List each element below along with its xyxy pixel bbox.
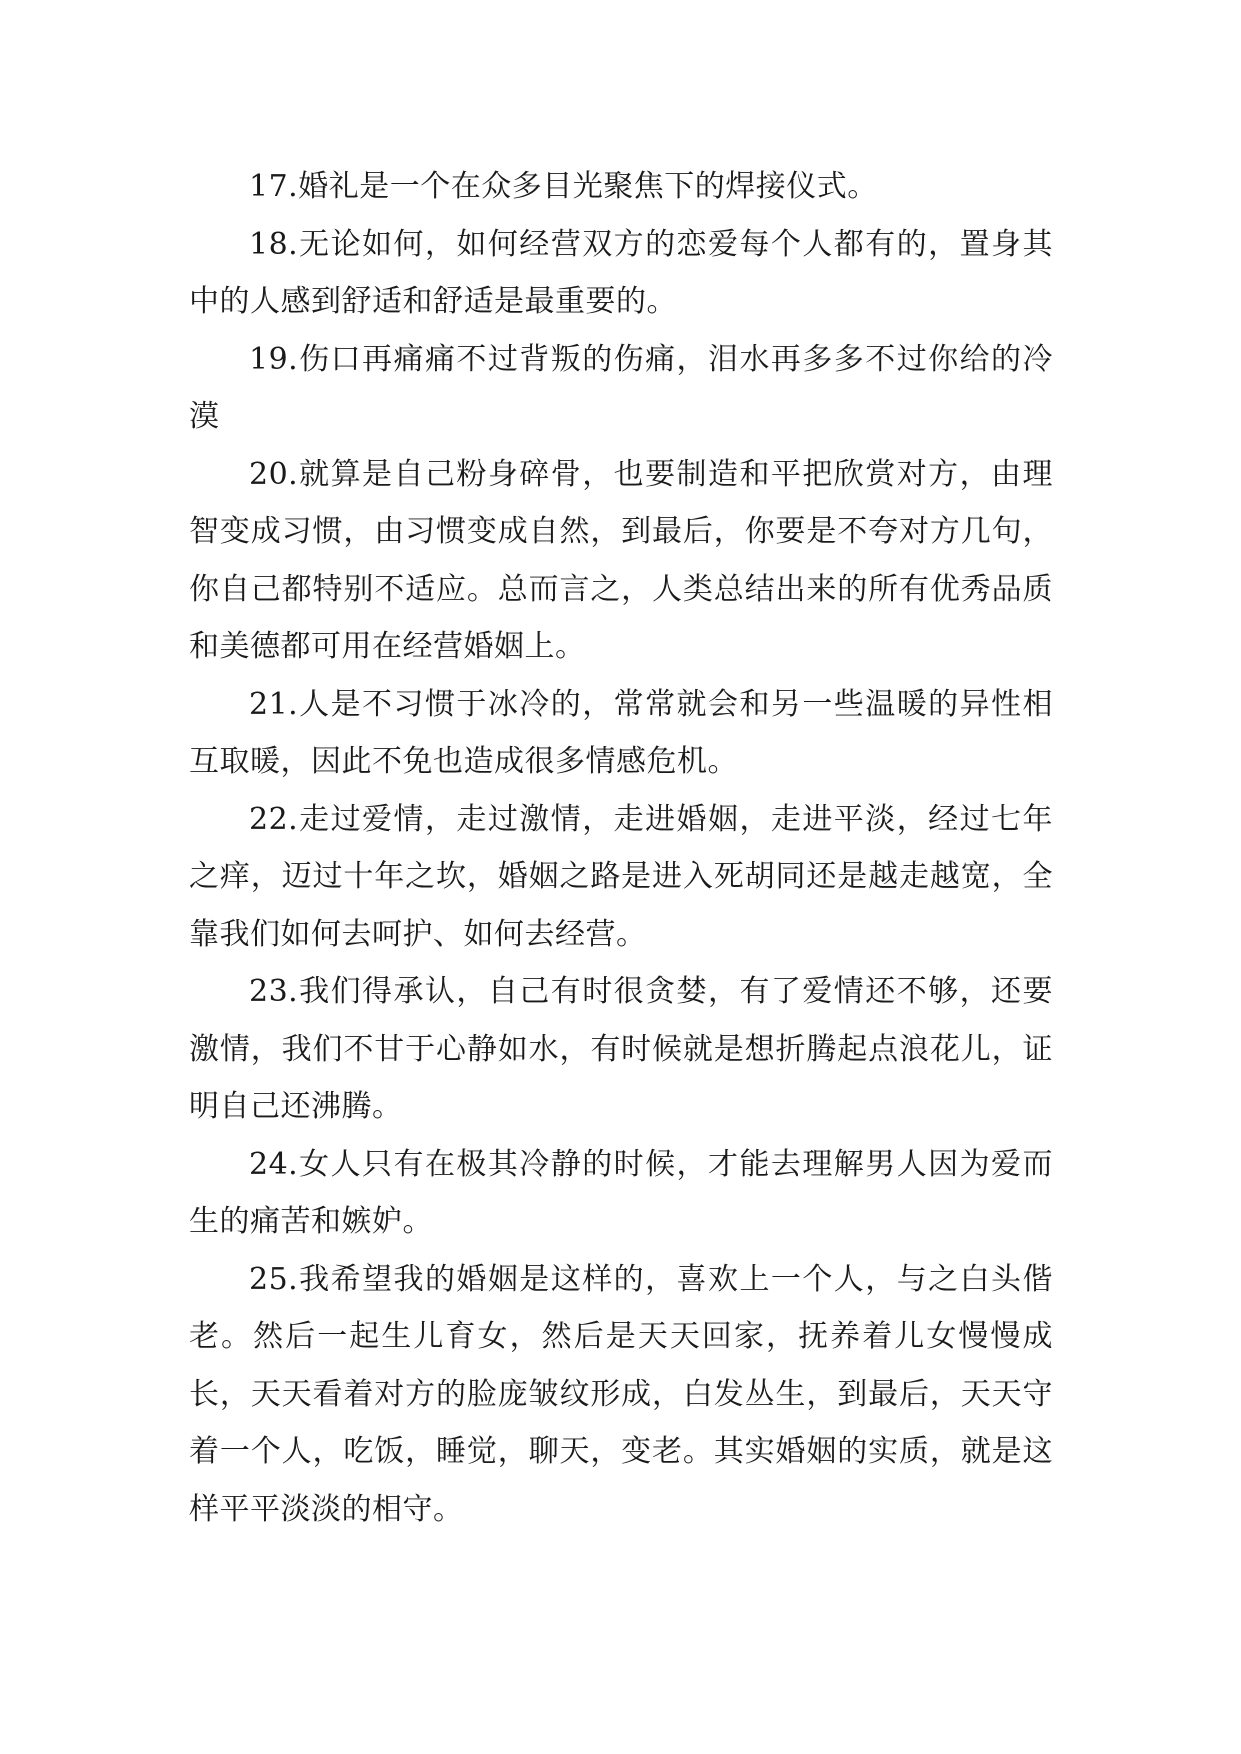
paragraph-21: 21.人是不习惯于冰冷的，常常就会和另一些温暖的异性相互取暖，因此不免也造成很多情感危机。 <box>189 686 1053 779</box>
paragraph-22: 22.走过爱情，走过激情，走进婚姻，走进平淡，经过七年之痒，迈过十年之坎，婚姻之路是进入死胡同还是越走越宽，全靠我们如何去呵护、如何去经营。 <box>189 801 1053 952</box>
paragraph-24: 24.女人只有在极其冷静的时候，才能去理解男人因为爱而生的痛苦和嫉妒。 <box>189 1146 1053 1239</box>
paragraph-19: 19.伤口再痛痛不过背叛的伤痛，泪水再多多不过你给的冷漠 <box>189 341 1053 434</box>
paragraph-17: 17.婚礼是一个在众多目光聚焦下的焊接仪式。 <box>249 169 878 204</box>
paragraph-18: 18.无论如何，如何经营双方的恋爱每个人都有的，置身其中的人感到舒适和舒适是最重要的。 <box>189 226 1053 319</box>
document-body <box>189 158 1053 1538</box>
paragraph-25: 25.我希望我的婚姻是这样的，喜欢上一个人，与之白头偕老。然后一起生儿育女，然后是天天回家，抚养着儿女慢慢成长，天天看着对方的脸庞皱纹形成，白发丛生，到最后，天天守着一个人，吃饭，睡觉，聊天，变老。其实婚姻的实质，就是这样平平淡淡的相守。 <box>189 1261 1053 1527</box>
paragraph-20: 20.就算是自己粉身碎骨，也要制造和平把欣赏对方，由理智变成习惯，由习惯变成自然，到最后，你要是不夸对方几句，你自己都特别不适应。总而言之，人类总结出来的所有优秀品质和美德都可用在经营婚姻上。 <box>189 456 1053 664</box>
paragraph-23: 23.我们得承认，自己有时很贪婪，有了爱情还不够，还要激情，我们不甘于心静如水，有时候就是想折腾起点浪花儿，证明自己还沸腾。 <box>189 974 1053 1124</box>
